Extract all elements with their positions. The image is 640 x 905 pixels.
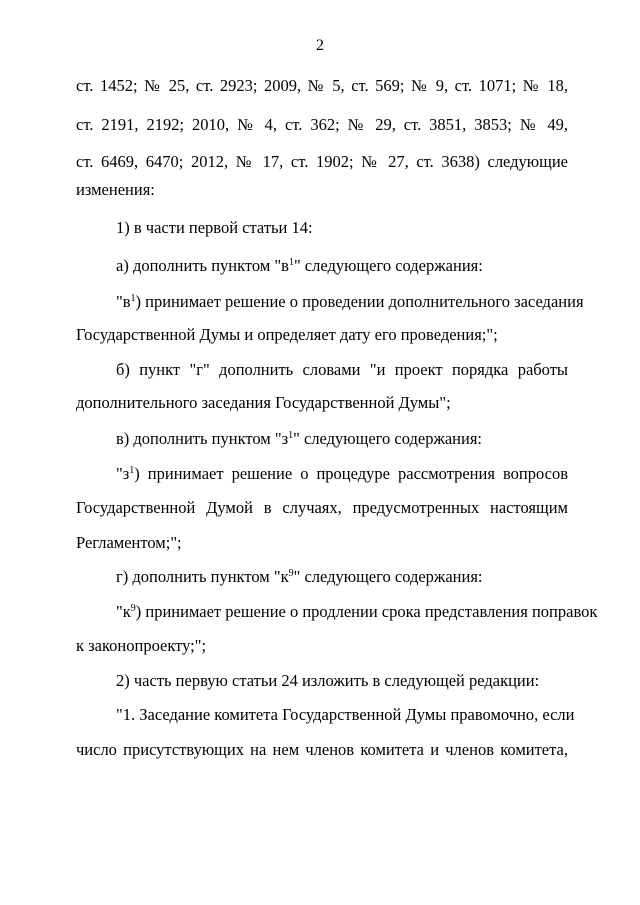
text-line: ст. 2191, 2192; 2010, № 4, ст. 362; № 29, ст. 3851, 3853; № 49,	[76, 115, 568, 134]
text-fragment: в) дополнить пунктом "з	[116, 429, 289, 448]
superscript: 1	[288, 257, 294, 268]
text-fragment: "в	[116, 292, 131, 311]
text-line: к законопроекту;";	[76, 636, 207, 655]
text-line	[116, 429, 482, 449]
page-number: 2	[316, 37, 324, 54]
text-line	[116, 256, 483, 276]
text-line: "1. Заседание комитета Государственной Думы правомочно, если	[116, 705, 575, 724]
text-fragment: а) дополнить пунктом "в	[116, 256, 289, 275]
text-fragment: "к	[116, 602, 131, 621]
text-line	[116, 292, 584, 312]
text-line: ст. 1452; № 25, ст. 2923; 2009, № 5, ст. 569; № 9, ст. 1071; № 18,	[76, 76, 568, 95]
text-fragment: ) принимает решение о проведении дополнительного заседания	[135, 292, 584, 311]
text-fragment: " следующего содержания:	[293, 567, 483, 586]
text-line: Регламентом;";	[76, 533, 182, 552]
text-line: б) пункт "г" дополнить словами "и проект порядка работы	[116, 360, 568, 379]
text-line: Государственной Думой в случаях, предусмотренных настоящим	[76, 498, 568, 517]
superscript: 9	[288, 568, 294, 579]
text-fragment: ) принимает решение о продлении срока представления поправок	[135, 602, 598, 621]
text-fragment: " следующего содержания:	[293, 256, 483, 275]
text-fragment: г) дополнить пунктом "к	[116, 567, 289, 586]
text-line	[116, 464, 568, 484]
text-line: 2) часть первую статьи 24 изложить в следующей редакции:	[116, 671, 540, 690]
text-line: изменения:	[76, 180, 155, 199]
superscript: 1	[288, 430, 294, 441]
text-line: число присутствующих на нем членов комитета и членов комитета,	[76, 740, 568, 759]
text-line: 1) в части первой статьи 14:	[116, 218, 313, 237]
text-line: дополнительного заседания Государственной Думы";	[76, 393, 451, 412]
text-fragment: "з	[116, 464, 130, 483]
text-fragment: " следующего содержания:	[293, 429, 483, 448]
text-fragment: ) принимает решение о процедуре рассмотрения вопросов	[134, 464, 568, 483]
superscript: 1	[129, 465, 135, 476]
text-line: ст. 6469, 6470; 2012, № 17, ст. 1902; № 27, ст. 3638) следующие	[76, 152, 568, 171]
text-line	[116, 567, 483, 587]
text-line: Государственной Думы и определяет дату его проведения;";	[76, 325, 498, 344]
superscript: 9	[130, 603, 136, 614]
text-line	[116, 602, 598, 622]
superscript: 1	[130, 293, 136, 304]
